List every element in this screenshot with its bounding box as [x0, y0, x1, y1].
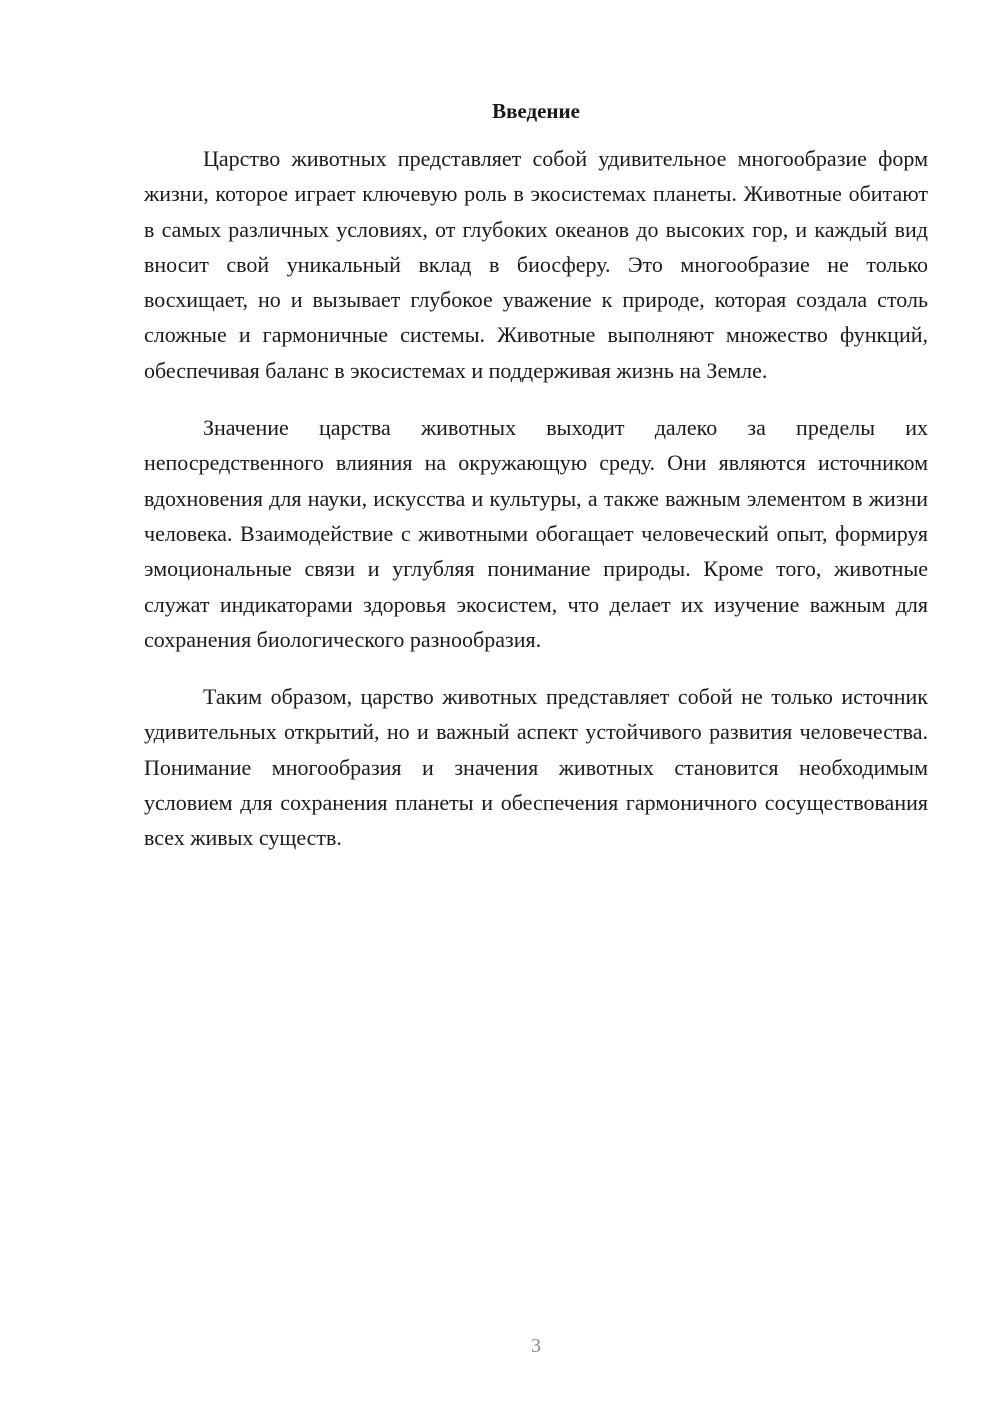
- paragraph-2: Значение царства животных выходит далеко за пределы их непосредственного влияния на окружающую среду. Они являются источником вдохновения для науки, искусства и культуры, а также важным элементом в жизни человека. Взаимодействие с животными обогащает человеческий опыт, формируя эмоциональные связи и углубляя понимание природы. Кроме того, животные служат индикаторами здоровья экосистем, что делает их изучение важным для сохранения биологического разнообразия.: [144, 415, 928, 652]
- body-text: [144, 141, 928, 878]
- paragraph-3: Таким образом, царство животных представляет собой не только источник удивительных открытий, но и важный аспект устойчивого развития человечества. Понимание многообразия и значения животных становится необходимым условием для сохранения планеты и обеспечения гармоничного сосуществования всех живых существ.: [144, 684, 928, 851]
- paragraph-1: Царство животных представляет собой удивительное многообразие форм жизни, которое играет ключевую роль в экосистемах планеты. Животные обитают в самых различных условиях, от глубоких океанов до высоких гор, и каждый вид вносит свой уникальный вклад в биосферу. Это многообразие не только восхищает, но и вызывает глубокое уважение к природе, которая создала столь сложные и гармоничные системы. Животные выполняют множество функций, обеспечивая баланс в экосистемах и поддерживая жизнь на Земле.: [144, 146, 928, 383]
- page-number: 3: [531, 1335, 541, 1357]
- section-heading: Введение: [492, 99, 580, 123]
